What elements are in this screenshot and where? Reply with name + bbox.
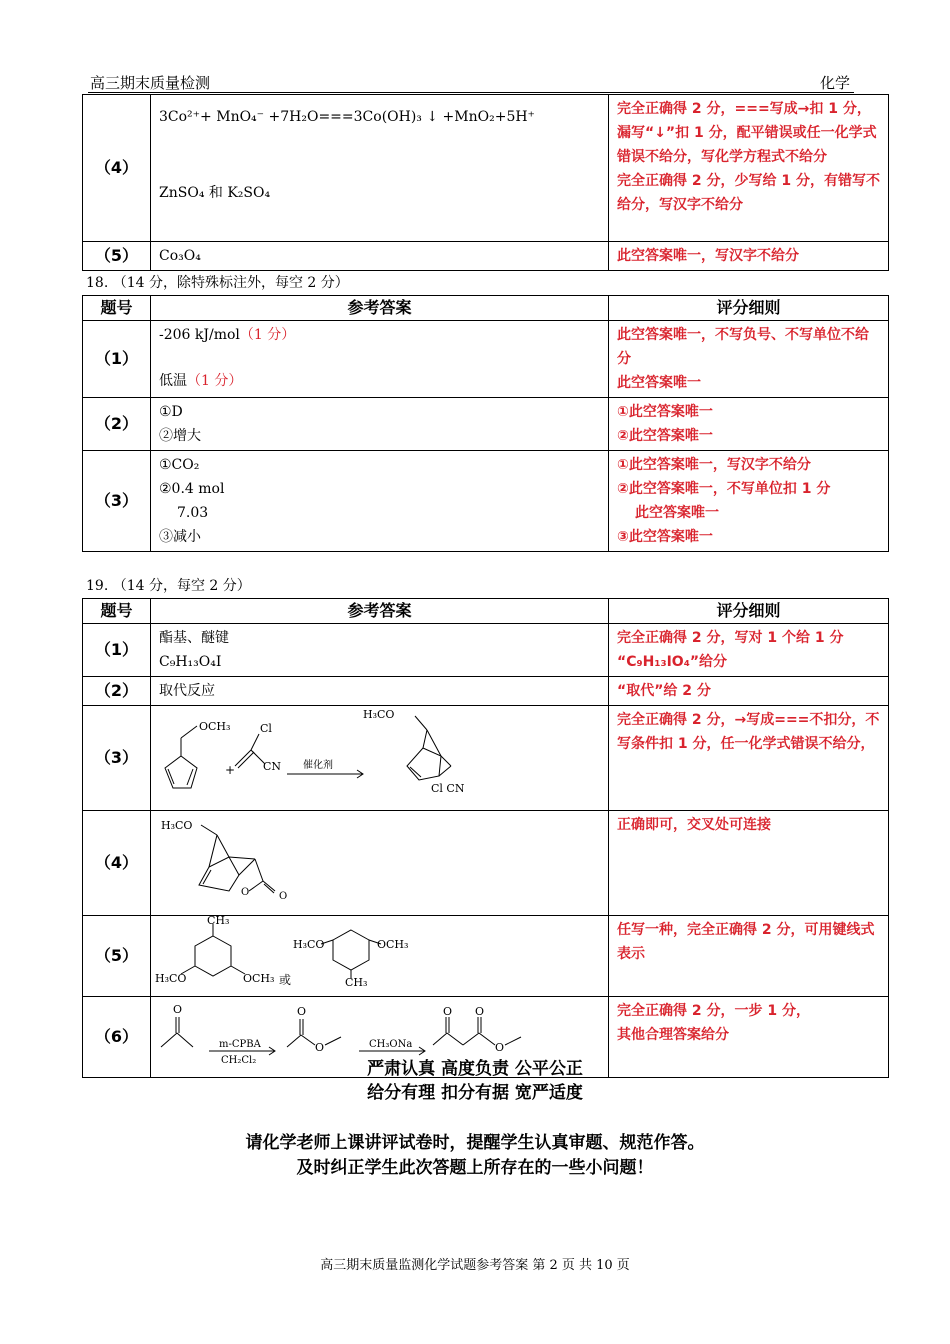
- question-number: （2）: [83, 677, 151, 706]
- question-number: （5）: [83, 242, 151, 271]
- answer-line: ①CO₂: [159, 457, 200, 473]
- rule-cell: [609, 398, 889, 451]
- teacher-note: 请化学老师上课讲评试卷时，提醒学生认真审题、规范作答。: [245, 1133, 705, 1153]
- answer-cell: [151, 451, 609, 552]
- table-row: [83, 916, 889, 997]
- column-header: 评分细则: [609, 599, 889, 624]
- slogan-line: 严肃认真 高度负责 公平公正: [367, 1059, 583, 1079]
- table-row: [83, 706, 889, 811]
- or-label: 或: [279, 973, 292, 987]
- rule-line: 此空答案唯一: [635, 505, 719, 521]
- o-label: O: [279, 891, 288, 902]
- rule-cell: 完全正确得 2 分，→写成===不扣分，不写条件扣 1 分，任一化学式错误不给分，: [609, 706, 889, 811]
- table-row: [83, 321, 889, 398]
- question-number: （3）: [83, 451, 151, 552]
- rule-line: ②此空答案唯一: [617, 428, 713, 444]
- q18-table: [82, 295, 889, 552]
- cn-label: CN: [263, 760, 282, 773]
- table-header-row: [83, 599, 889, 624]
- och3-label: OCH₃: [243, 972, 275, 985]
- o-label: O: [315, 1041, 325, 1054]
- reaction-scheme-3: [151, 706, 607, 802]
- lactone-structure: [151, 811, 607, 907]
- table-row: [83, 451, 889, 552]
- table-row: [83, 811, 889, 916]
- rule-line: 其他合理答案给分: [617, 1027, 729, 1043]
- column-header: 评分细则: [609, 296, 889, 321]
- answer-line: 3Co²⁺+ MnO₄⁻ +7H₂O===3Co(OH)₃ ↓ +MnO₂+5H⁺: [159, 109, 535, 125]
- answer-cell: [151, 398, 609, 451]
- rule-cell: 此空答案唯一，写汉字不给分: [609, 242, 889, 271]
- rule-line: 此空答案唯一，不写负号、不写单位不给分: [617, 327, 869, 367]
- page-footer: 高三期末质量监测化学试题参考答案 第 2 页 共 10 页: [320, 1258, 630, 1273]
- answer-cell: [151, 706, 609, 811]
- table-row: [83, 95, 889, 242]
- plus-sign: +: [225, 763, 236, 777]
- rule-cell: “取代”给 2 分: [609, 677, 889, 706]
- bicyclic-lactone: [199, 857, 239, 891]
- h3co-label: H₃CO: [155, 972, 187, 985]
- column-header: 题号: [83, 599, 151, 624]
- rule-line: “C₉H₁₃IO₄”给分: [617, 654, 728, 670]
- header-title: 高三期末质量检测: [90, 74, 211, 92]
- score-note: （1 分）: [187, 373, 243, 389]
- table-row: [83, 677, 889, 706]
- answer-line: ①D: [159, 404, 183, 420]
- o-label: O: [495, 1041, 505, 1054]
- question-number: （4）: [83, 95, 151, 242]
- och3-label: OCH₃: [199, 720, 231, 733]
- rule-cell: 正确即可，交叉处可连接: [609, 811, 889, 916]
- o-label: O: [475, 1005, 485, 1018]
- ch3ona-label: CH₃ONa: [369, 1039, 413, 1050]
- ch3-label: CH₃: [207, 916, 230, 927]
- table-row: [83, 398, 889, 451]
- header-subject: 化学: [819, 74, 850, 92]
- mcpba-label: m-CPBA: [219, 1039, 261, 1050]
- ch3-label: CH₃: [345, 976, 368, 988]
- cl-label: Cl: [260, 722, 272, 735]
- answer-cell: [151, 321, 609, 398]
- table-header-row: [83, 296, 889, 321]
- rule-cell: [609, 95, 889, 242]
- ch2cl2-label: CH₂Cl₂: [221, 1055, 257, 1066]
- table-row: [83, 624, 889, 677]
- cl-cn-label: Cl CN: [431, 782, 465, 795]
- column-header: 参考答案: [151, 599, 609, 624]
- answer-cell: [151, 95, 609, 242]
- h3co-label: H₃CO: [293, 938, 325, 951]
- rule-line: 完全正确得 2 分，一步 1 分，: [617, 1003, 810, 1019]
- answer-cell: [151, 811, 609, 916]
- rule-line: 完全正确得 2 分，写对 1 个给 1 分: [617, 630, 844, 646]
- o-label: O: [443, 1005, 453, 1018]
- answer-line: 低温: [159, 373, 187, 389]
- o-label: O: [241, 887, 250, 898]
- h3co-label: H₃CO: [161, 819, 193, 832]
- rule-line: ②此空答案唯一，不写单位扣 1 分: [617, 481, 831, 497]
- question-number: （6）: [83, 997, 151, 1078]
- slogan-line: 给分有理 扣分有据 宽严适度: [367, 1083, 583, 1103]
- answer-cell: Co₃O₄: [151, 242, 609, 271]
- answer-line: ②增大: [159, 428, 201, 444]
- rule-cell: [609, 451, 889, 552]
- rule-line: 完全正确得 2 分，少写给 1 分，有错写不给分，写汉字不给分: [617, 173, 880, 213]
- o-label: O: [297, 1005, 307, 1018]
- column-header: 参考答案: [151, 296, 609, 321]
- q17-table: [82, 94, 889, 271]
- question-number: （5）: [83, 916, 151, 997]
- rule-line: ③此空答案唯一: [617, 529, 713, 545]
- rule-line: ①此空答案唯一: [617, 404, 713, 420]
- question-number: （4）: [83, 811, 151, 916]
- score-note: （1 分）: [239, 327, 296, 343]
- och3-label: OCH₃: [377, 938, 409, 951]
- question-number: （2）: [83, 398, 151, 451]
- h3co-label: H₃CO: [363, 708, 395, 721]
- rule-cell: [609, 624, 889, 677]
- answer-line: ②0.4 mol: [159, 481, 225, 497]
- question-number: （1）: [83, 624, 151, 677]
- rule-line: ①此空答案唯一，写汉字不给分: [617, 457, 811, 473]
- table-row: [83, 242, 889, 271]
- benzene-ring-2: [333, 930, 369, 970]
- rule-line: 完全正确得 2 分，===写成→扣 1 分，漏写“↓”扣 1 分，配平错误或任一化学式错误不给分，写化学方程式不给分: [617, 101, 877, 165]
- benzene-ring-1: [195, 936, 231, 976]
- answer-cell: 取代反应: [151, 677, 609, 706]
- answer-line: 7.03: [177, 505, 209, 521]
- answer-line: -206 kJ/mol: [159, 327, 240, 343]
- answer-line: ③减小: [159, 529, 201, 545]
- rule-cell: 任写一种，完全正确得 2 分，可用键线式表示: [609, 916, 889, 997]
- q18-title: 18. （14 分，除特殊标注外，每空 2 分）: [86, 275, 349, 291]
- q19-table: [82, 598, 889, 1078]
- norbornene-product: [407, 748, 441, 780]
- aromatic-structures: [151, 916, 607, 988]
- rule-line: 此空答案唯一: [617, 375, 701, 391]
- answer-line: C₉H₁₃O₄I: [159, 654, 222, 670]
- question-number: （1）: [83, 321, 151, 398]
- answer-line: ZnSO₄ 和 K₂SO₄: [159, 185, 271, 201]
- o-label: O: [173, 1003, 183, 1016]
- answer-cell: [151, 916, 609, 997]
- answer-line: 酯基、醚键: [159, 630, 229, 646]
- answer-cell: [151, 624, 609, 677]
- column-header: 题号: [83, 296, 151, 321]
- teacher-note: 及时纠正学生此次答题上所存在的一些小问题！: [296, 1158, 654, 1178]
- question-number: （3）: [83, 706, 151, 811]
- rule-cell: [609, 321, 889, 398]
- q19-title: 19. （14 分，每空 2 分）: [86, 578, 251, 594]
- page-header: [88, 70, 854, 93]
- catalyst-label: 催化剂: [303, 760, 333, 771]
